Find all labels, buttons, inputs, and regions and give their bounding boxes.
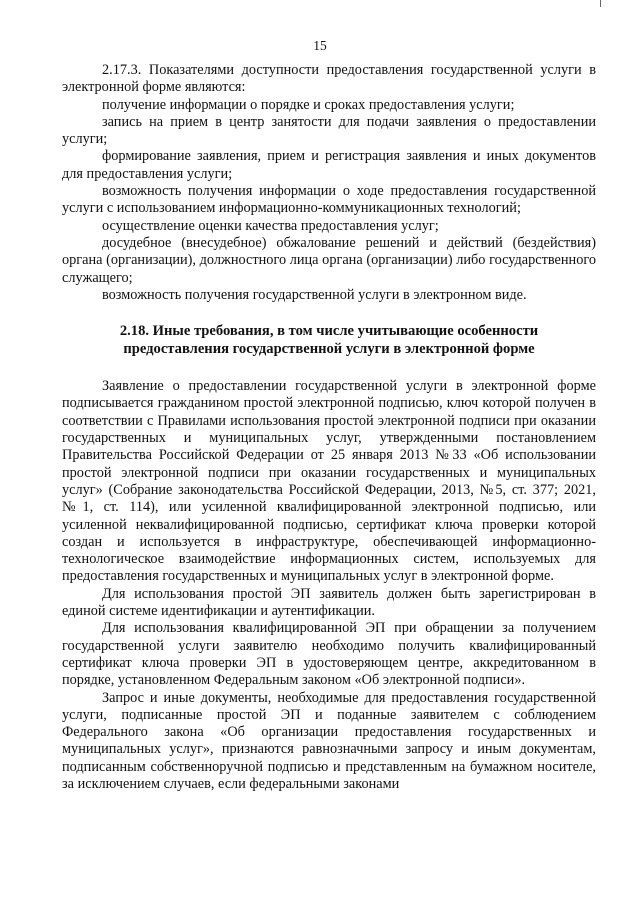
- list-item: получение информации о порядке и сроках предоставления услуги;: [102, 96, 515, 113]
- section-heading-line: 2.18. Иные требования, в том числе учитывающие особенности: [119, 323, 539, 340]
- list-item: возможность получения государственной услуги в электронном виде.: [102, 286, 527, 303]
- list-item: формирование заявления, прием и регистрация заявления и иных документов для предоставления услуги;: [62, 148, 596, 182]
- body-paragraph: Заявление о предоставлении государственной услуги в электронной форме подписывается гражданином простой электронной подписью, ключ которой получен в соответствии с Правилами использования простой электронной подписи при оказании государственных и муниципальных услуг, утвержденными постановлением Правительства Российской Федерации от 25 января 2013 №33 «Об использовании простой электронной подписи при оказании государственных и муниципальных услуг» (Собрание законодательства Российской Федерации, 2013, №5, ст. 377; 2021, №1, ст. 114), или усиленной квалифицированной электронной подписью, или усиленной неквалифицированной подписью, сертификат ключа проверки которой создан и используется в инфраструктуре, обеспечивающей информационно-технологическое взаимодействие информационных систем, используемых для предоставления государственных и муниципальных услуг в электронной форме.: [62, 378, 596, 585]
- list-item: досудебное (внесудебное) обжалование решений и действий (бездействия) органа (организации), должностного лица органа (организации) либо государственного служащего;: [62, 234, 596, 286]
- body-paragraph: Для использования квалифицированной ЭП при обращении за получением государственной услуги заявителю необходимо получить квалифицированный сертификат ключа проверки ЭП в удостоверяющем центре, аккредитованном в порядке, установленном Федеральным законом «Об электронной подписи».: [62, 620, 596, 689]
- scan-edge-mark: [600, 0, 601, 7]
- section-2-18-heading: [62, 322, 596, 358]
- list-item: возможность получения информации о ходе предоставления государственной услуги с использованием информационно-коммуникационных технологий;: [62, 183, 596, 217]
- document-body: [62, 62, 596, 793]
- page-number: 15: [313, 38, 327, 53]
- section-2-17-3-intro: 2.17.3. Показателями доступности предоставления государственной услуги в электронной форме являются:: [62, 62, 596, 96]
- list-item: запись на прием в центр занятости для подачи заявления о предоставлении услуги;: [62, 113, 596, 148]
- body-paragraph: Для использования простой ЭП заявитель должен быть зарегистрирован в единой системе идентификации и аутентификации.: [62, 585, 596, 620]
- body-paragraph: Запрос и иные документы, необходимые для предоставления государственной услуги, подписанные простой ЭП и поданные заявителем с соблюдением Федерального закона «Об организации предоставления государственных и муниципальных услуг», признаются равнозначными запросу и иным документам, подписанным собственноручной подписью и представленным на бумажном носителе, за исключением случаев, если федеральными законами: [62, 689, 596, 792]
- section-heading-line: предоставления государственной услуги в электронной форме: [123, 341, 535, 358]
- list-item: осуществление оценки качества предоставления услуг;: [102, 217, 439, 234]
